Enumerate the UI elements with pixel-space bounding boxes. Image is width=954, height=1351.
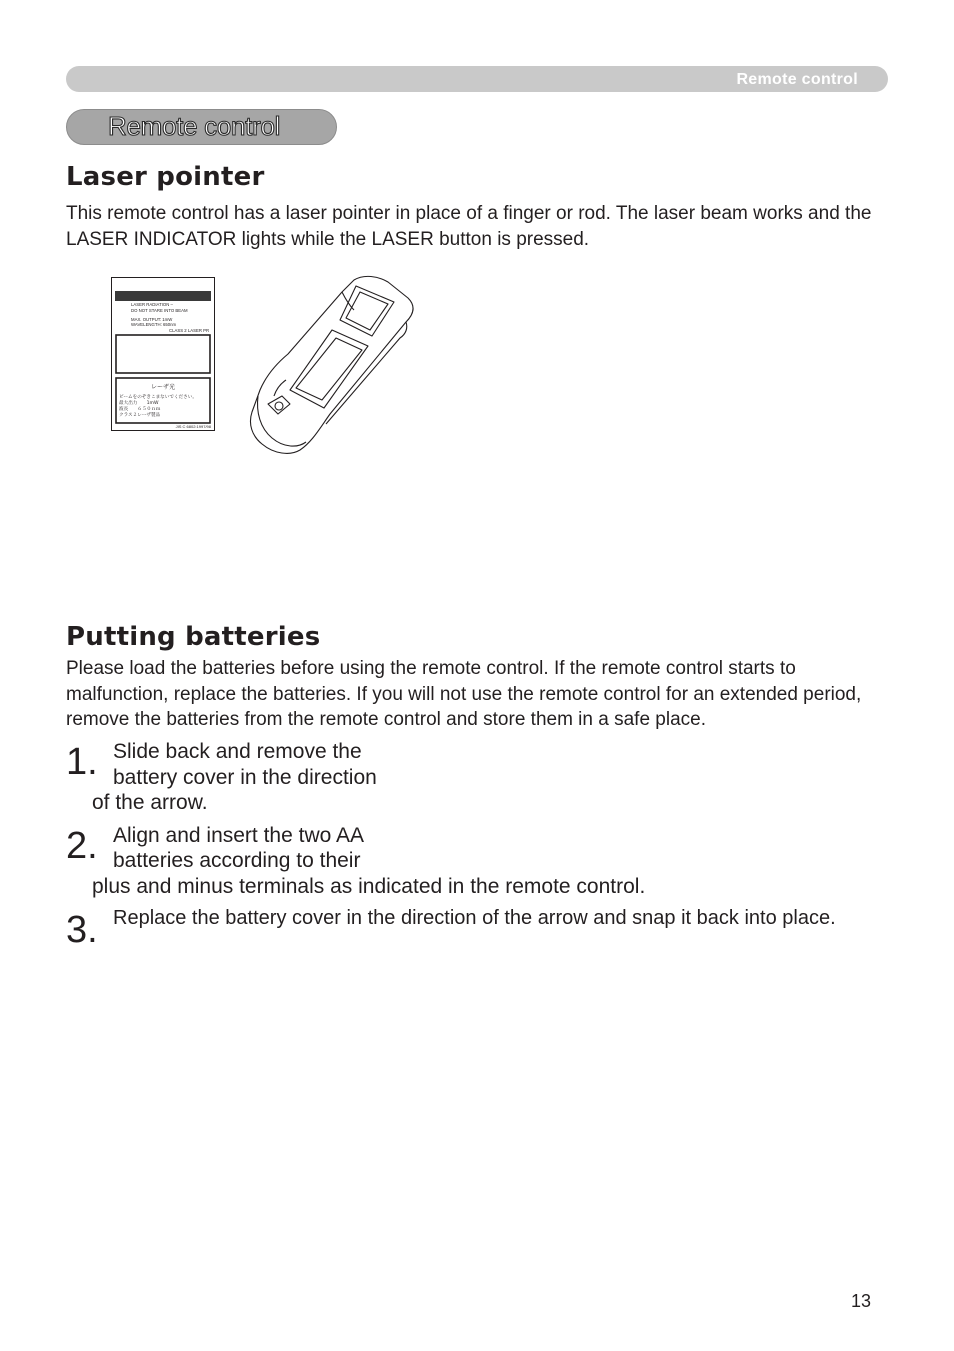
section-title: Remote control xyxy=(108,111,281,141)
step-2-number: 2. xyxy=(66,825,98,867)
label-jp-title: レーザ光 xyxy=(150,384,176,391)
putting-batteries-description: Please load the batteries before using the remote control. If the remote control starts to malfunction, replace the batteries. If you will not use the remote control for an extended period, remove the batteries from the remote control and store them in a safe place. xyxy=(66,658,862,730)
step-2-line-1: Align and insert the two AA xyxy=(113,824,364,847)
label-en-line4: WAVELENGTH: 650nm xyxy=(131,322,177,327)
step-2-line-3: plus and minus terminals as indicated in the remote control. xyxy=(92,875,646,898)
label-jp-line2: 最大出力 1mW xyxy=(119,401,159,406)
label-en-line2: DO NOT STARE INTO BEAM xyxy=(131,308,188,313)
step-1-number: 1. xyxy=(66,741,98,783)
label-en-line3: MAX. OUTPUT: 1mW xyxy=(131,317,173,322)
laser-pointer-description: This remote control has a laser pointer in place of a finger or rod. The laser beam works and the LASER INDICATOR lights while the LASER button is pressed. xyxy=(66,203,872,250)
laser-pointer-heading: Laser pointer xyxy=(66,162,265,192)
step-3-line-1: Replace the battery cover in the direction of the arrow and snap it back into place. xyxy=(113,907,836,929)
remote-control-illustration xyxy=(246,272,418,456)
header-section-label: Remote control xyxy=(736,71,858,88)
step-1-line-2: battery cover in the direction xyxy=(113,766,377,789)
label-standard: JIS C 6802:1997/98 xyxy=(175,424,211,429)
label-jp-line3: 波長 ６５０ｎｍ xyxy=(119,407,161,412)
laser-warning-label-image xyxy=(111,277,215,431)
putting-batteries-heading: Putting batteries xyxy=(66,622,321,652)
label-jp-line4: クラス２レーザ製品 xyxy=(119,413,161,418)
step-3-number: 3. xyxy=(66,909,98,951)
step-1-line-3: of the arrow. xyxy=(92,791,208,814)
header-bar xyxy=(66,66,888,92)
step-2-line-2: batteries according to their xyxy=(113,849,361,872)
page-number: 13 xyxy=(851,1291,872,1311)
label-en-line1: LASER RADIATION – xyxy=(131,302,173,307)
label-en-line5: CLASS 2 LASER PR xyxy=(169,328,210,333)
step-1-line-1: Slide back and remove the xyxy=(113,740,362,763)
label-jp-line1: ビームをのぞきこまないでください。 xyxy=(119,395,197,400)
section-title-pill xyxy=(66,109,337,145)
